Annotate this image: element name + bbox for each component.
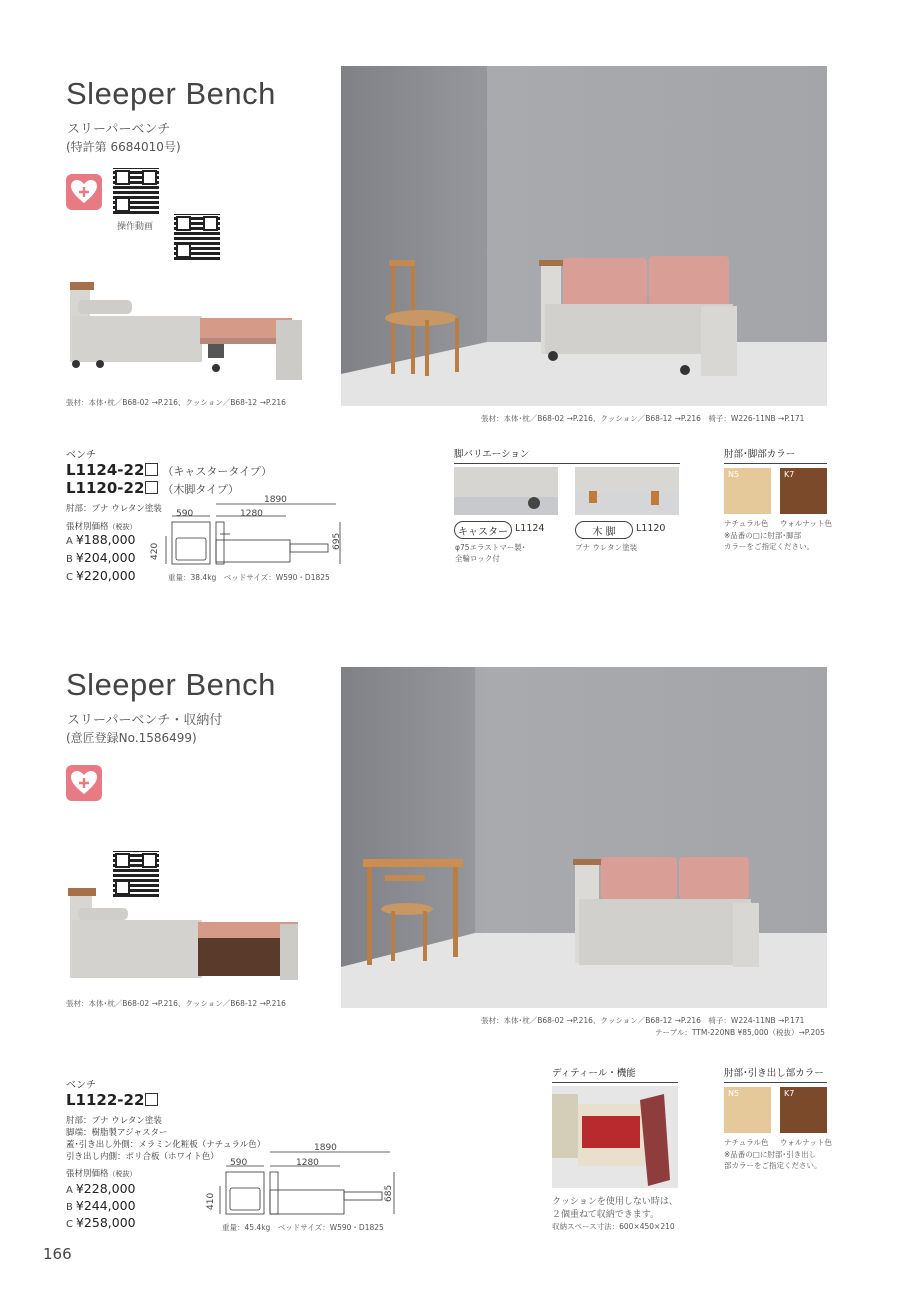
section1-weight: 重量：38.4kg ベッドサイズ：W590・D1825 [168, 573, 330, 582]
section1-price-b: B ¥204,000 [66, 550, 136, 565]
section2-swatch-n5[interactable]: N5 [724, 1087, 771, 1133]
sleeper-bench-open-image [64, 278, 308, 382]
section2-spec4: 引き出し内側：ポリ合板（ホワイト色） [66, 1152, 219, 1162]
section1-subtitle: スリーパーベンチ [67, 122, 171, 137]
section2-weight: 重量：45.4kg ベッドサイズ：W590・D1825 [222, 1223, 384, 1232]
detail-heading: ディティール・機能 [552, 1065, 678, 1083]
section2-dim-total: 1890 [314, 1143, 337, 1153]
care-heart-icon-2 [66, 765, 102, 801]
caster-leg-image [454, 467, 558, 515]
section2-registration: (意匠登録No.1586499) [66, 731, 197, 745]
page-number: 166 [43, 1245, 72, 1263]
section2-color-heading: 肘部･引き出し部カラー [724, 1065, 827, 1083]
section1-swatch-n5-name: ナチュラル色 [724, 519, 769, 528]
section1-price-c: C ¥220,000 [66, 568, 136, 583]
section2-swatch-n5-name: ナチュラル色 [724, 1138, 769, 1147]
storage-detail-image [552, 1086, 678, 1188]
section1-room-photo [341, 66, 827, 406]
sleeper-bench-storage-image [64, 884, 308, 984]
section1-patent: (特許第 6684010号) [66, 140, 181, 154]
caster-code: L1124 [515, 523, 545, 534]
section2-price-b: B ¥244,000 [66, 1198, 136, 1213]
section2-dim-width: 590 [230, 1158, 248, 1168]
section2-dim-length: 1280 [296, 1158, 319, 1168]
section2-color-note2: 部カラーをご指定ください。 [724, 1161, 822, 1170]
wood-leg-code: L1120 [636, 523, 666, 534]
section1-title: Sleeper Bench [66, 76, 276, 111]
detail-note3: 収納スペース寸法：600×450×210 [552, 1222, 675, 1231]
section2-price-c: C ¥258,000 [66, 1215, 136, 1230]
section1-dim-length: 1280 [240, 509, 263, 519]
section2-price-heading: 張材別価格（税抜） [66, 1169, 137, 1179]
section2-swatch-k7-name: ウォルナット色 [780, 1138, 833, 1147]
section1-swatch-n5[interactable]: N5 [724, 468, 771, 514]
qr-code-icon[interactable] [113, 168, 159, 214]
section2-model: L1122-22 [66, 1091, 158, 1109]
section2-title: Sleeper Bench [66, 667, 276, 702]
section1-price-heading: 張材別価格（税抜） [66, 522, 137, 532]
section1-caption-photo: 張材：本体･枕／B68-02 →P.216、クッション／B68-12 →P.216 椅子：W226-11NB →P.171 [481, 414, 805, 423]
section1-swatch-k7[interactable]: K7 [780, 468, 827, 514]
caster-note1: φ75エラストマー製･ [455, 543, 526, 552]
qr-code-video-icon[interactable] [174, 214, 220, 260]
detail-note2: ２個重ねて収納できます。 [552, 1210, 660, 1220]
wood-leg-note: ブナ ウレタン塗装 [575, 543, 638, 552]
wood-leg-type-label: 木 脚 [575, 521, 633, 539]
section2-dim-height: 410 [206, 1192, 216, 1210]
section1-swatch-k7-name: ウォルナット色 [780, 519, 833, 528]
detail-note1: クッションを使用しない時は、 [552, 1197, 678, 1207]
section1-color-note1: ※品番の□に肘部･脚部 [724, 531, 802, 540]
section1-model-wood: L1120-22 （木脚タイプ） [66, 479, 239, 497]
section1-caption-left: 張材：本体･枕／B68-02 →P.216、クッション／B68-12 →P.216 [66, 398, 286, 407]
section2-dimension-drawing [204, 1142, 404, 1220]
section1-dim-total: 1890 [264, 495, 287, 505]
section2-spec2: 脚端：樹脂製アジャスター [66, 1128, 168, 1138]
section2-category: ベンチ [66, 1080, 96, 1091]
section1-model-caster: L1124-22 （キャスタータイプ） [66, 461, 272, 479]
section2-price-a: A ¥228,000 [66, 1181, 136, 1196]
section2-subtitle: スリーパーベンチ・収納付 [67, 713, 223, 728]
section2-dim-height2: 685 [384, 1184, 394, 1202]
care-heart-icon [66, 174, 102, 210]
section2-caption-left: 張材：本体･枕／B68-02 →P.216、クッション／B68-12 →P.216 [66, 999, 286, 1008]
section2-room-photo [341, 667, 827, 1008]
section1-color-note2: カラーをご指定ください。 [724, 542, 814, 551]
section1-dimension-drawing [150, 494, 350, 570]
section1-price-a: A ¥188,000 [66, 532, 136, 547]
caster-type-label: キャスター [454, 521, 512, 539]
section2-spec3: 蓋･引き出し外側：メラミン化粧板（ナチュラル色） [66, 1140, 266, 1150]
section1-spec: 肘部：ブナ ウレタン塗装 [66, 504, 162, 514]
section1-dim-height2: 695 [332, 532, 342, 550]
leg-variation-heading: 脚バリエーション [454, 446, 680, 464]
caster-note2: 全輪ロック付 [455, 554, 500, 563]
section1-category: ベンチ [66, 450, 96, 461]
qr-caption: 操作動画 [117, 222, 154, 232]
section2-caption-photo2: テーブル：TTM-220NB ¥85,000（税抜）→P.205 [655, 1028, 825, 1037]
section2-swatch-k7[interactable]: K7 [780, 1087, 827, 1133]
section1-dim-width: 590 [176, 509, 194, 519]
section1-dim-height: 420 [150, 542, 160, 560]
section1-color-heading: 肘部･脚部カラー [724, 446, 827, 464]
section2-caption-photo1: 張材：本体･枕／B68-02 →P.216、クッション／B68-12 →P.216 椅子：W224-11NB →P.171 [481, 1016, 805, 1025]
section2-spec1: 肘部：ブナ ウレタン塗装 [66, 1116, 162, 1126]
wood-leg-image [575, 467, 679, 515]
section2-color-note1: ※品番の□に肘部･引き出し [724, 1150, 817, 1159]
